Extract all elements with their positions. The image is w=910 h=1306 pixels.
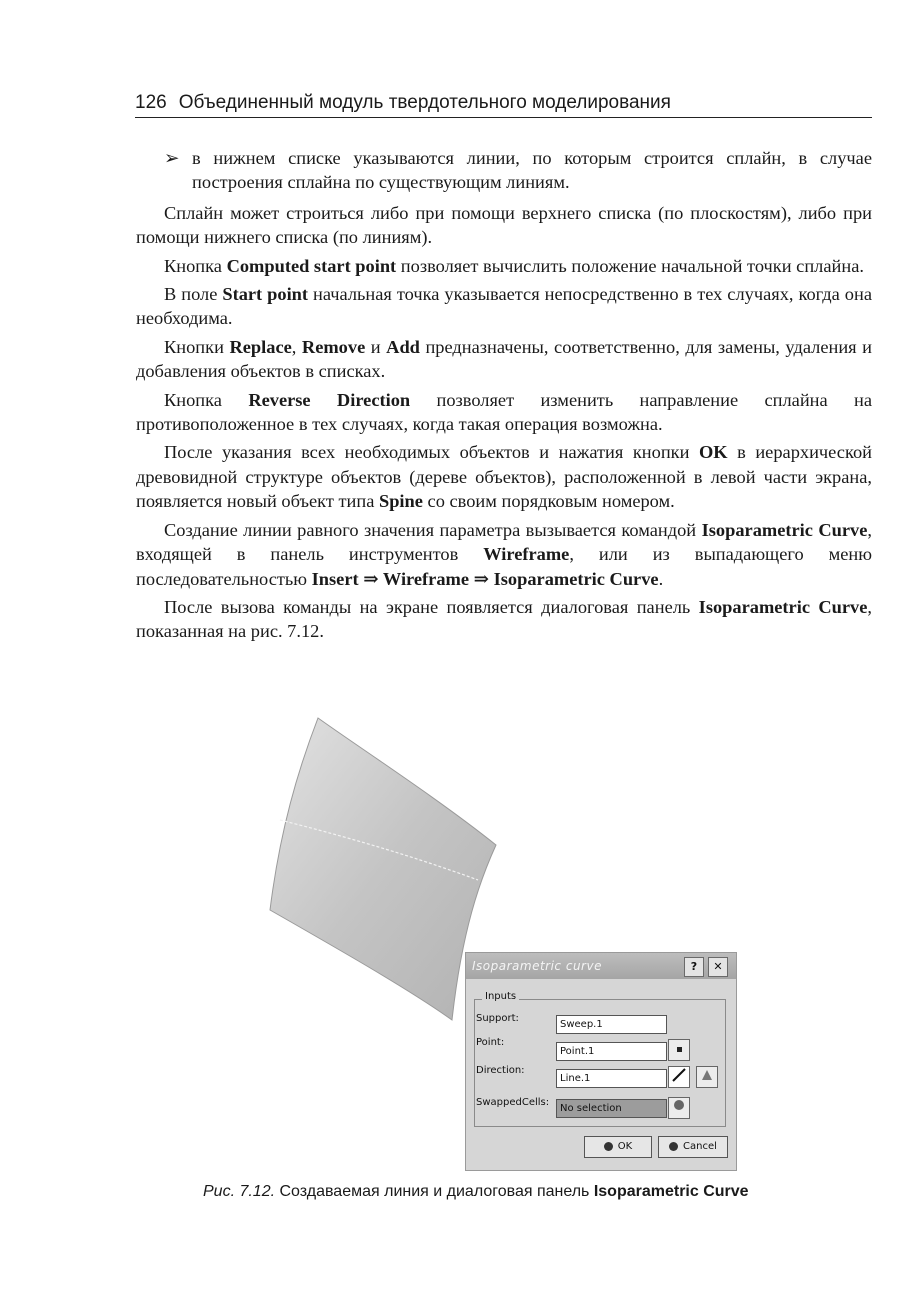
p7-b: Isoparametric Curve: [701, 519, 868, 540]
p6-c: в иерархической древовидной структуре объектов (дереве объектов), расположенной в левой части экрана, появляется новый объект типа: [136, 442, 873, 512]
paragraph-1-text: Сплайн может строиться либо при помощи верхнего списка (по плоскостям), либо при помощи нижнего списка (по линиям).: [136, 202, 872, 248]
ok-label: OK: [617, 1141, 633, 1152]
p7-c: , входящей в панель инструментов: [136, 519, 872, 565]
p2-a: Кнопка: [164, 255, 227, 276]
direction-label: Direction:: [476, 1065, 525, 1076]
cancel-label: Cancel: [683, 1141, 717, 1152]
p4-d: Remove: [301, 336, 366, 357]
point-field[interactable]: Point.1: [556, 1042, 667, 1061]
point-creation-button[interactable]: [668, 1039, 690, 1061]
p6-a: После указания всех необходимых объектов и нажатия кнопки: [164, 442, 699, 463]
p4-e: и: [365, 336, 387, 357]
swapped-cells-label: SwappedCells:: [476, 1097, 550, 1108]
inputs-group-label: Inputs: [482, 991, 519, 1002]
running-title: Объединенный модуль твердотельного моделирования: [178, 92, 671, 113]
p3-c: начальная точка указывается непосредственно в тех случаях, когда она необходима.: [136, 284, 872, 329]
p3-a: В поле: [164, 284, 223, 305]
swapped-cells-field[interactable]: No selection: [556, 1099, 667, 1118]
p7-d: Wireframe: [483, 544, 570, 565]
p4-f: Add: [386, 336, 420, 357]
figure-caption: [203, 1183, 749, 1201]
p6-b: OK: [698, 442, 728, 463]
p8-b: Isoparametric Curve: [698, 596, 868, 617]
p4-g: предназначены, соответственно, для замены, удаления и добавления объектов в списках.: [136, 336, 873, 382]
p4-b: Replace: [229, 336, 292, 357]
bullet-text: в нижнем списке указываются линии, по которым строится сплайн, в случае построения сплайна по существующим линиям.: [192, 148, 872, 193]
compass-icon: [699, 1067, 715, 1083]
ok-button[interactable]: [584, 1136, 652, 1158]
cancel-icon: [669, 1142, 678, 1151]
caption-bold: Isoparametric Curve: [593, 1183, 749, 1200]
point-dot-icon: [677, 1047, 682, 1052]
support-label: Support:: [476, 1013, 519, 1024]
p5-b: Reverse Direction: [248, 389, 411, 410]
direction-compass-button[interactable]: [696, 1066, 718, 1088]
direction-line-button[interactable]: [668, 1066, 690, 1088]
support-field[interactable]: Sweep.1: [556, 1015, 667, 1034]
p6-d: Spine: [378, 491, 423, 512]
p4-a: Кнопки: [164, 336, 230, 357]
p2-c: позволяет вычислить положение начальной точки сплайна.: [396, 255, 864, 276]
caption-prefix: Рис. 7.12.: [203, 1183, 276, 1200]
dialog-title: Isoparametric curve: [472, 959, 602, 973]
p7-g: .: [658, 568, 664, 589]
surface-shape: [270, 718, 496, 1020]
direction-field[interactable]: Line.1: [556, 1069, 667, 1088]
p6-e: со своим порядковым номером.: [422, 491, 675, 512]
line-icon: [671, 1067, 687, 1083]
page-number: 126: [135, 92, 167, 113]
dialog-title-bar[interactable]: [466, 953, 736, 979]
close-button[interactable]: ✕: [708, 957, 728, 977]
caption-text: Создаваемая линия и диалоговая панель: [275, 1183, 594, 1200]
p8-a: После вызова команды на экране появляется диалоговая панель: [164, 596, 699, 617]
ok-icon: [604, 1142, 613, 1151]
bullet-arrow-icon: ➢: [164, 148, 180, 168]
point-label: Point:: [476, 1037, 505, 1048]
p2-b: Computed start point: [226, 255, 397, 276]
p4-c: ,: [291, 336, 302, 357]
p5-a: Кнопка: [164, 389, 249, 410]
isoparametric-curve-dialog: [465, 952, 737, 1171]
edit-list-icon: [672, 1098, 686, 1112]
swapped-cells-button[interactable]: [668, 1097, 690, 1119]
cancel-button[interactable]: [658, 1136, 728, 1158]
p7-a: Создание линии равного значения параметра вызывается командой: [164, 519, 702, 540]
p5-c: позволяет изменить направление сплайна на противоположенное в тех случаях, когда такая операция возможна.: [136, 389, 872, 435]
help-button[interactable]: ?: [684, 957, 704, 977]
p3-b: Start point: [222, 284, 309, 305]
p7-f: Insert ⇒ Wireframe ⇒ Isoparametric Curve: [311, 568, 659, 589]
p8-c: , показанная на рис. 7.12.: [136, 596, 872, 642]
p7-e: , или из выпадающего меню последовательностью: [136, 544, 872, 589]
